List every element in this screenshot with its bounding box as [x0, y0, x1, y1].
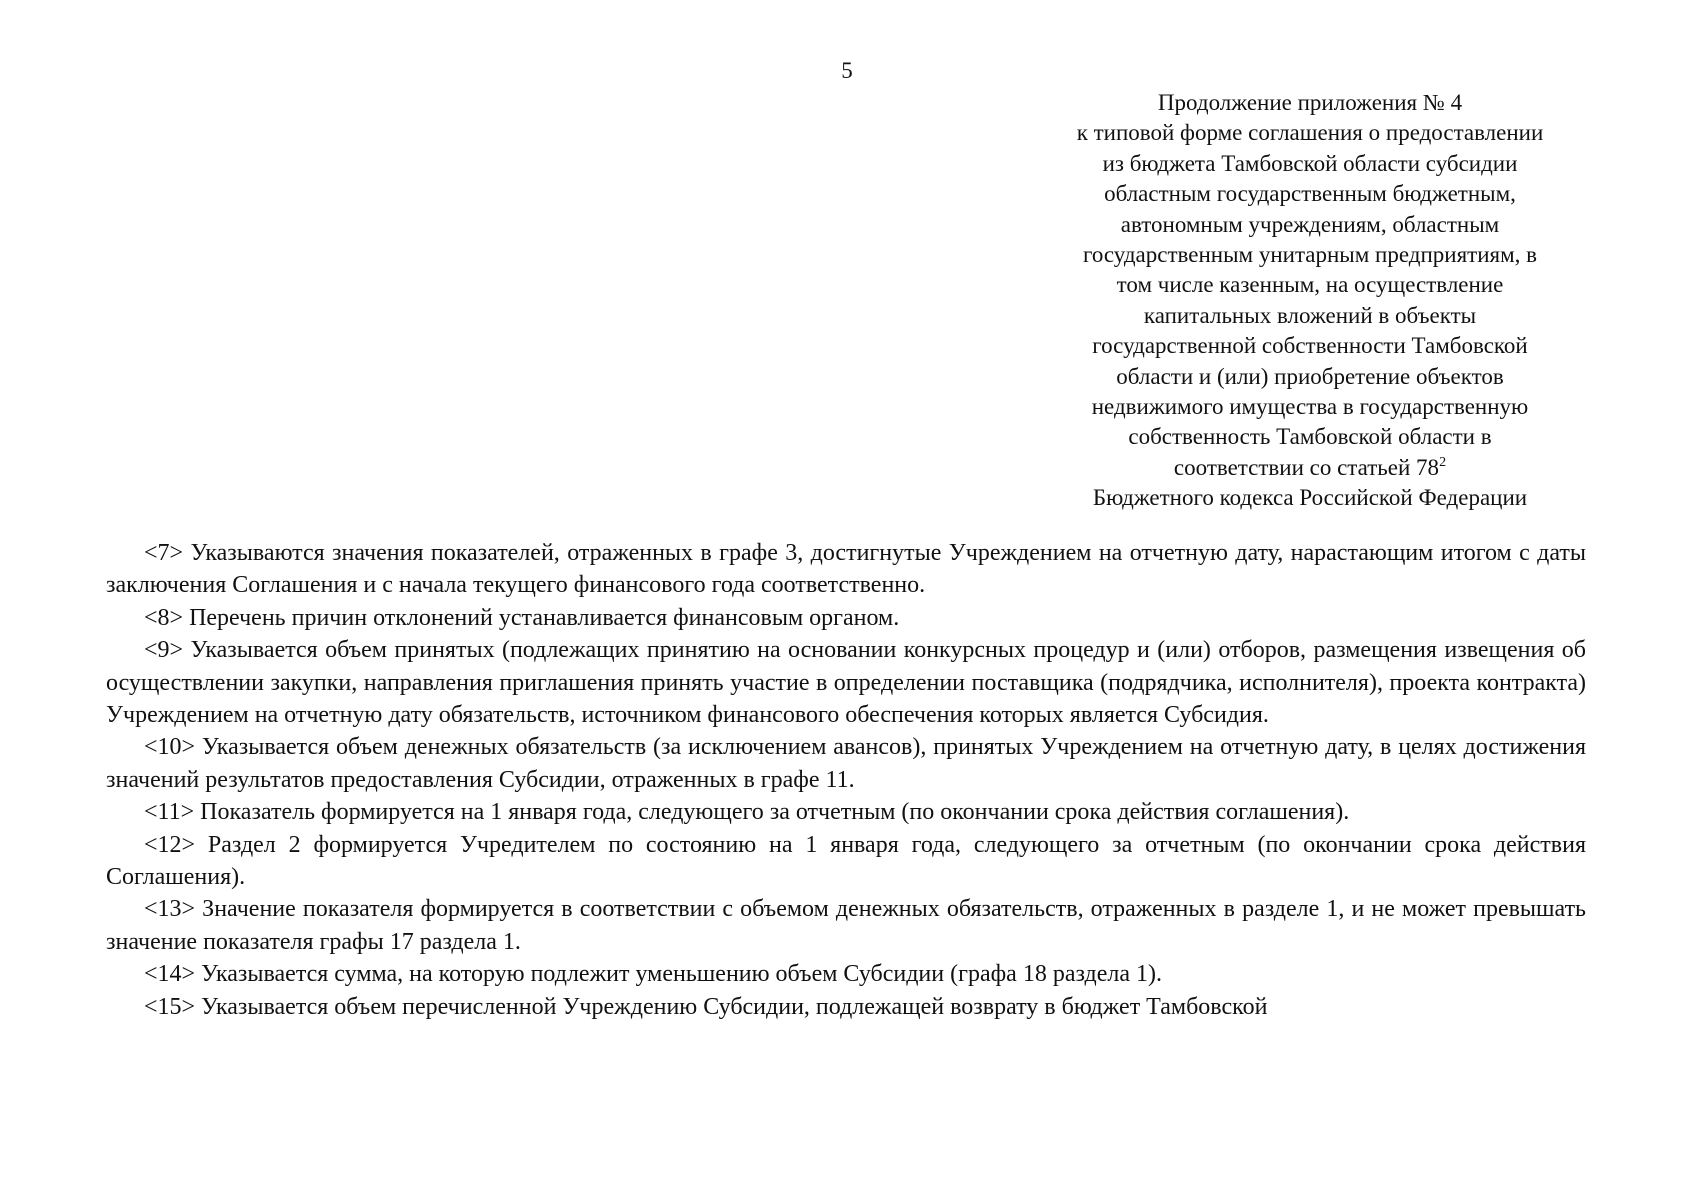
footnote-15: <15> Указывается объем перечисленной Учреждению Субсидии, подлежащей возврату в бюджет Тамбовской: [144, 993, 1268, 1020]
footnote-13: <13> Значение показателя формируется в соответствии с объемом денежных обязательств, отраженных в разделе 1, и не может превышать значение показателя графы 17 раздела 1.: [106, 896, 1586, 955]
article-text: соответствии со статьей 78: [1173, 454, 1440, 480]
heading-line: Бюджетного кодекса Российской Федерации: [1092, 485, 1528, 511]
footnotes: [106, 537, 1586, 1023]
heading-line: государственной собственности Тамбовской: [1092, 333, 1528, 359]
footnote-9: <9> Указывается объем принятых (подлежащих принятию на основании конкурсных процедур и (или) отборов, размещения извещения об осуществлении закупки, направления приглашения принять участие в определении поставщика (подрядчика, исполнителя), проекта контракта) Учреждением на отчетную дату обязательств, источником финансового обеспечения которых является Субсидия.: [106, 637, 1586, 729]
footnote-12: <12> Раздел 2 формируется Учредителем по состоянию на 1 января года, следующего за отчетным (по окончании срока действия Соглашения).: [106, 831, 1586, 891]
page-number: 5: [841, 58, 853, 83]
footnote-7: <7> Указываются значения показателей, отраженных в графе 3, достигнутые Учреждением на отчетную дату, нарастающим итогом с даты заключения Соглашения и с начала текущего финансового года соответственно.: [106, 540, 1586, 599]
heading-line: области и (или) приобретение объектов: [1116, 363, 1504, 389]
article-superscript: 2: [1439, 454, 1447, 470]
footnote-8: <8> Перечень причин отклонений устанавливается финансовым органом.: [144, 604, 900, 631]
footnote-11: <11> Показатель формируется на 1 января года, следующего за отчетным (по окончании срока действия соглашения).: [144, 799, 1350, 826]
heading-line: недвижимого имущества в государственную: [1091, 394, 1529, 420]
heading-line: том числе казенным, на осуществление: [1116, 272, 1504, 298]
footnote-14: <14> Указывается сумма, на которую подлежит уменьшению объем Субсидии (графа 18 раздела 1).: [144, 961, 1162, 988]
heading-line: к типовой форме соглашения о предоставлении: [1076, 120, 1544, 146]
heading-line: автономным учреждениям, областным: [1120, 211, 1500, 237]
heading-line: государственным унитарным предприятиям, в: [1082, 242, 1538, 268]
footnote-10: <10> Указывается объем денежных обязательств (за исключением авансов), принятых Учреждением на отчетную дату, в целях достижения значений результатов предоставления Субсидии, отраженных в графе 11.: [106, 734, 1586, 793]
heading-line-article: [1005, 453, 1615, 483]
heading-line: капитальных вложений в объекты: [1143, 302, 1477, 328]
heading-line: Продолжение приложения № 4: [1157, 90, 1463, 115]
heading-line: из бюджета Тамбовской области субсидии: [1102, 150, 1518, 176]
heading-line: собственность Тамбовской области в: [1128, 424, 1492, 450]
heading-line: областным государственным бюджетным,: [1104, 181, 1516, 207]
appendix-heading: [1005, 88, 1615, 514]
